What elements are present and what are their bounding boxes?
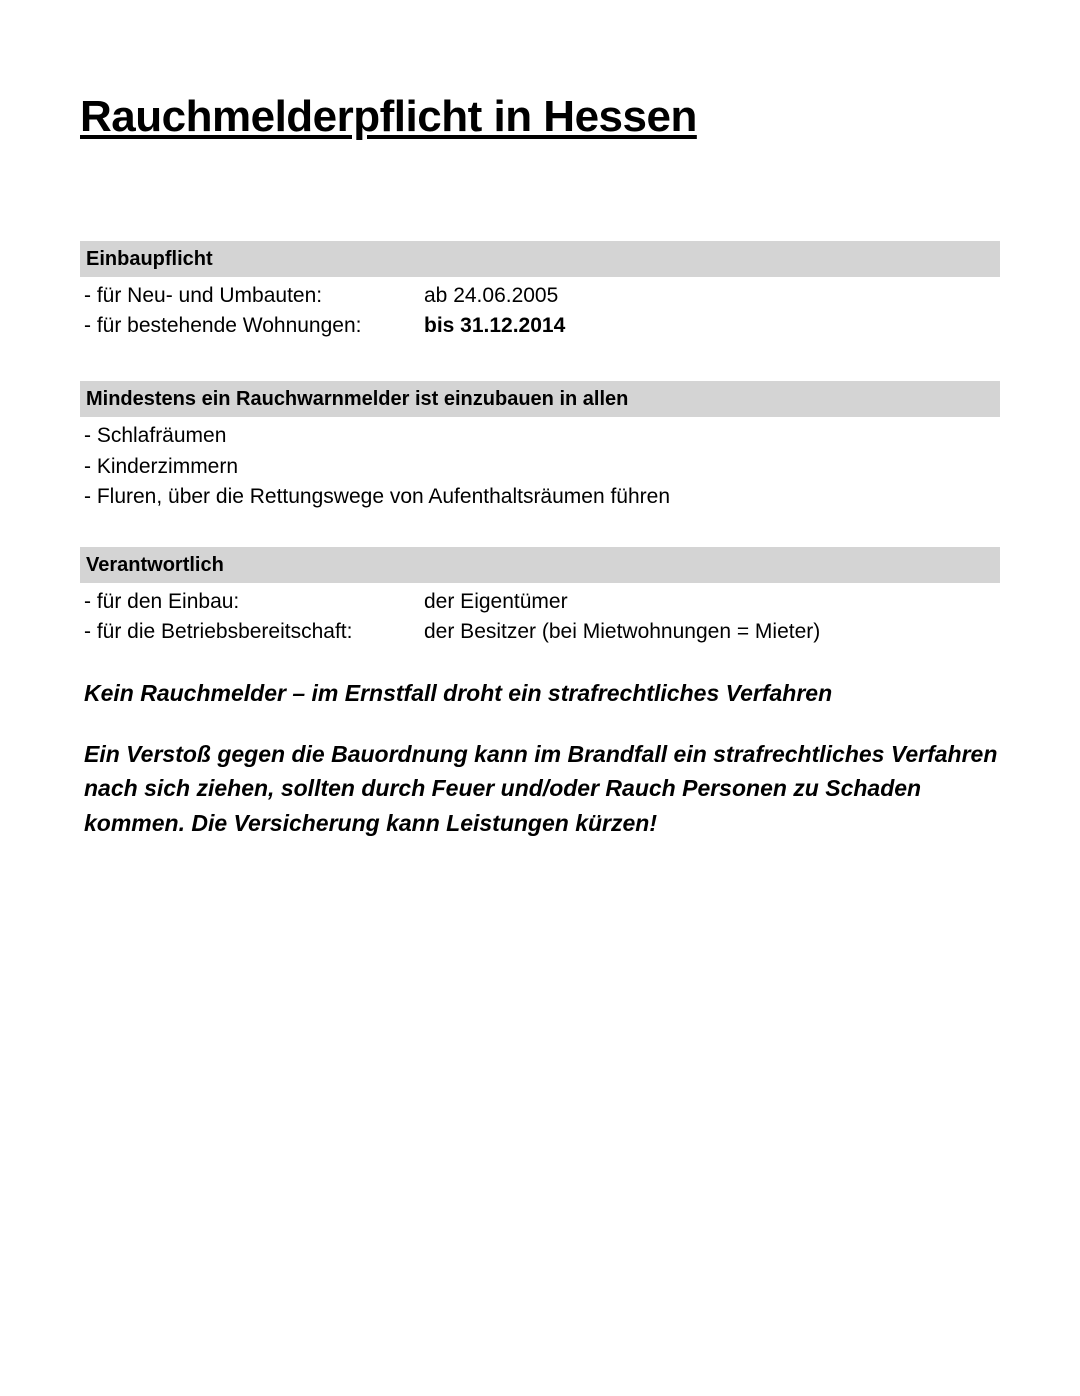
section-header-rauchwarnmelder: Mindestens ein Rauchwarnmelder ist einzubauen in allen [80,381,1000,417]
section-header-einbaupflicht: Einbaupflicht [80,241,1000,277]
row-label: - für die Betriebsbereitschaft: [84,620,353,644]
list-item [84,281,1000,311]
section-spacer [80,513,1000,547]
list-item: - Kinderzimmern [84,454,239,478]
row-value: bis 31.12.2014 [424,314,566,338]
row-label: - für bestehende Wohnungen: [84,314,362,338]
row-label: - für den Einbau: [84,589,240,613]
page-title: Rauchmelderpflicht in Hessen [80,92,697,141]
list-item: - Fluren, über die Rettungswege von Aufenthaltsräumen führen [84,485,671,509]
list-item [84,311,1000,341]
title-spacer [80,143,1000,241]
row-value: ab 24.06.2005 [424,283,559,307]
section-body-einbaupflicht [80,277,1000,342]
section-spacer [80,341,1000,381]
section-verantwortlich [80,547,1000,648]
warning-statement-primary: Kein Rauchmelder – im Ernstfall droht ein strafrechtliches Verfahren [84,679,833,706]
section-body-verantwortlich [80,583,1000,648]
list-item: - Schlafräumen [84,424,227,448]
list-item [84,587,1000,617]
section-rauchwarnmelder [80,381,1000,512]
row-value: der Besitzer (bei Mietwohnungen = Mieter) [424,620,821,644]
row-value: der Eigentümer [424,589,568,613]
section-header-verantwortlich: Verantwortlich [80,547,1000,583]
section-body-rauchwarnmelder [80,417,1000,512]
row-label: - für Neu- und Umbauten: [84,283,323,307]
list-item [84,617,1000,647]
warning-statement-secondary: Ein Verstoß gegen die Bauordnung kann im Brandfall ein strafrechtliches Verfahren nach sich ziehen, sollten durch Feuer und/oder Rauch Personen zu Schaden kommen. Die Versicherung kann Leistungen kürzen! [84,740,998,836]
section-einbaupflicht [80,241,1000,342]
statement-spacer [80,648,1000,678]
document-content [80,92,1000,840]
